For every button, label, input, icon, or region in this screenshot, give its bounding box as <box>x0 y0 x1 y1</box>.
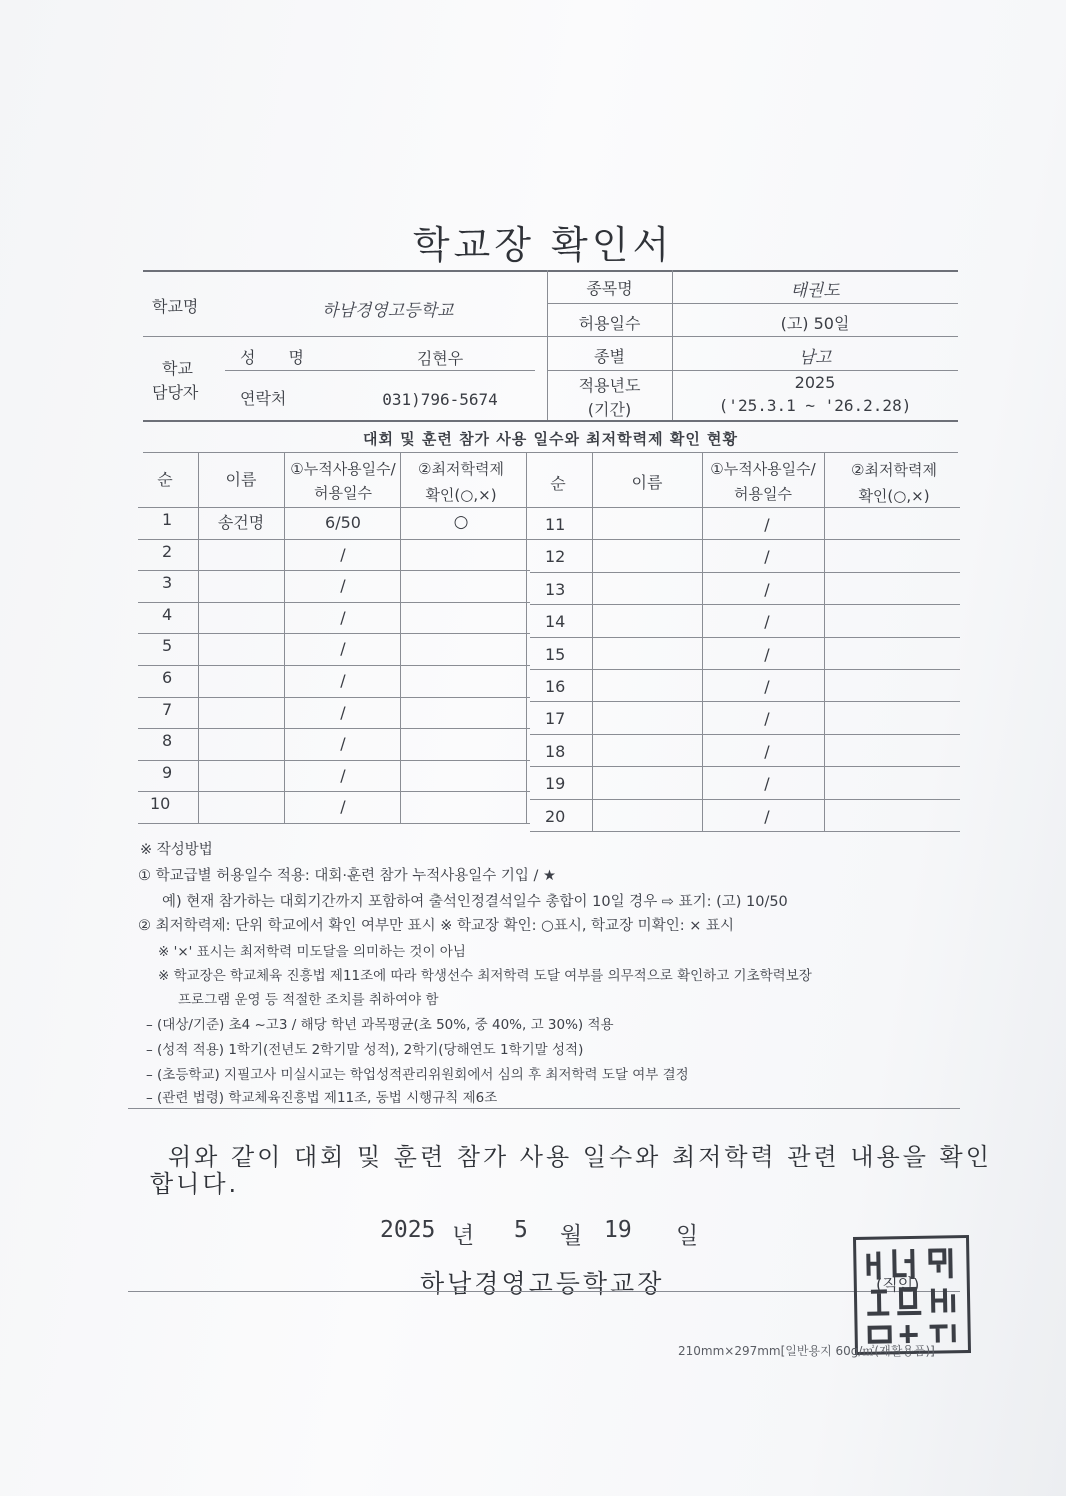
row-no: 1 <box>162 510 173 529</box>
rule <box>530 799 960 800</box>
year-label-2: (기간) <box>587 400 632 419</box>
manager-label-1: 학교 <box>162 359 193 378</box>
rule <box>138 539 530 540</box>
row-no: 7 <box>162 700 173 719</box>
row-no: 5 <box>162 636 173 655</box>
rule <box>143 452 958 453</box>
rule <box>530 831 960 832</box>
row-days: 6/50 <box>325 513 361 532</box>
allowed-value: (고) 50일 <box>780 314 850 333</box>
row-days: / <box>764 677 770 696</box>
note-2b: ※ 학교장은 학교체육 진흥법 제11조에 따라 학생선수 최저학력 도달 여부를 의무적으로 확인하고 기초학력보장 <box>158 968 812 984</box>
row-no: 4 <box>162 605 173 624</box>
row-no: 3 <box>162 573 173 592</box>
row-days: / <box>764 547 770 566</box>
school-value: 하남경영고등학교 <box>322 301 454 321</box>
row-days: / <box>340 608 346 627</box>
note-1: ① 학교급별 허용일수 적용: 대회·훈련 참가 누적사용일수 기입 / ★ <box>138 868 557 884</box>
note-2c: 프로그램 운영 등 적절한 조치를 취하여야 함 <box>178 992 439 1008</box>
row-no: 18 <box>545 742 566 761</box>
paper-spec: 210mm×297mm[일반용지 60g/㎡(재활용품)] <box>678 1344 935 1358</box>
row-days: / <box>340 639 346 658</box>
official-seal <box>853 1235 971 1355</box>
gender-value: 남고 <box>798 348 832 368</box>
rule <box>526 452 527 823</box>
date-day: 19 <box>604 1217 632 1243</box>
closing-line-2: 합니다. <box>150 1170 240 1198</box>
rule <box>128 1108 960 1109</box>
rule <box>592 452 593 831</box>
rule <box>530 766 960 767</box>
rule <box>530 572 960 573</box>
event-label: 종목명 <box>586 279 633 298</box>
col-header-check: ②최저학력제 <box>851 461 937 479</box>
date-month: 5 <box>514 1217 528 1243</box>
detail-2: – (성적 적용) 1학기(전년도 2학기말 성적), 2학기(당해연도 1학기말 성적) <box>146 1042 584 1058</box>
rule <box>138 507 530 508</box>
col-header-check-sub: 확인(○,×) <box>858 487 930 505</box>
note-2a: ※ '×' 표시는 최저학력 미도달을 의미하는 것이 아님 <box>158 944 466 960</box>
contact-value: 031)796-5674 <box>382 390 498 409</box>
detail-4: – (관련 법령) 학교체육진흥법 제11조, 동법 시행규칙 제6조 <box>146 1090 498 1106</box>
row-days: / <box>764 612 770 631</box>
rule <box>547 370 958 371</box>
rule <box>128 1291 960 1292</box>
allowed-label: 허용일수 <box>578 314 641 333</box>
row-no: 2 <box>162 542 173 561</box>
manager-label-2: 담당자 <box>152 383 199 402</box>
row-no: 11 <box>545 515 566 534</box>
detail-1: – (대상/기준) 초4 ~고3 / 해당 학년 과목평균(초 50%, 중 40%, 고 30%) 적용 <box>146 1017 614 1033</box>
row-days: / <box>340 734 346 753</box>
rule <box>530 604 960 605</box>
rule <box>138 602 530 603</box>
row-name: 송건명 <box>217 513 265 532</box>
rule <box>225 370 535 371</box>
rule <box>198 452 199 823</box>
row-check: ○ <box>453 512 469 532</box>
date-year-unit: 년 <box>452 1223 475 1249</box>
year-label-1: 적용년도 <box>578 376 641 395</box>
row-days: / <box>764 807 770 826</box>
rule <box>138 570 530 571</box>
gender-label: 종별 <box>594 347 625 366</box>
row-days: / <box>340 671 346 690</box>
row-no: 15 <box>545 645 566 664</box>
rule <box>143 336 958 337</box>
detail-3: – (초등학교) 지필고사 미실시교는 학업성적관리위원회에서 심의 후 최저학력 도달 여부 결정 <box>146 1067 689 1083</box>
row-days: / <box>764 580 770 599</box>
row-days: / <box>764 709 770 728</box>
row-days: / <box>340 703 346 722</box>
rule <box>530 734 960 735</box>
rule <box>138 791 530 792</box>
name-value: 김현우 <box>416 349 464 368</box>
col-header-check: ②최저학력제 <box>418 460 504 478</box>
period-value: ('25.3.1 ~ '26.2.28) <box>718 396 912 415</box>
row-no: 20 <box>545 807 566 826</box>
col-header-name: 이름 <box>631 473 663 492</box>
row-no: 8 <box>162 731 173 750</box>
col-header-no: 순 <box>550 474 566 493</box>
row-no: 12 <box>545 547 566 566</box>
row-no: 6 <box>162 668 173 687</box>
col-header-days-sub: 허용일수 <box>314 484 372 502</box>
col-header-check-sub: 확인(○,×) <box>425 486 497 504</box>
row-days: / <box>764 774 770 793</box>
contact-label: 연락처 <box>240 389 287 408</box>
note-2: ② 최저학력제: 단위 학교에서 확인 여부만 표시 ※ 학교장 확인: ○표시, 학교장 미확인: × 표시 <box>138 918 734 934</box>
rule <box>138 760 530 761</box>
col-header-no: 순 <box>157 470 173 489</box>
row-days: / <box>764 742 770 761</box>
seal-mark: (직인) <box>876 1275 920 1294</box>
row-days: / <box>764 515 770 534</box>
date-year: 2025 <box>380 1217 436 1243</box>
row-no: 19 <box>545 774 566 793</box>
rule <box>138 697 530 698</box>
row-no: 9 <box>162 763 173 782</box>
row-days: / <box>340 545 346 564</box>
year-value: 2025 <box>794 373 836 392</box>
rule <box>138 728 530 729</box>
rule <box>530 637 960 638</box>
col-header-name: 이름 <box>225 470 257 489</box>
row-no: 17 <box>545 709 566 728</box>
rule <box>530 507 960 508</box>
rule <box>138 665 530 666</box>
rule <box>138 633 530 634</box>
row-no: 14 <box>545 612 566 631</box>
rule <box>530 701 960 702</box>
rule <box>547 303 958 304</box>
page-title: 학교장 확인서 <box>412 223 674 267</box>
col-header-days: ①누적사용일수/ <box>710 460 816 478</box>
row-days: / <box>764 645 770 664</box>
date-day-unit: 일 <box>676 1223 699 1249</box>
seal-graphic <box>856 1238 968 1352</box>
table-top-rule <box>143 270 958 272</box>
school-label: 학교명 <box>152 297 199 316</box>
row-no: 13 <box>545 580 566 599</box>
row-no: 10 <box>150 794 171 813</box>
rule <box>530 669 960 670</box>
row-days: / <box>340 797 346 816</box>
closing-line-1: 위와 같이 대회 및 훈련 참가 사용 일수와 최저학력 관련 내용을 확인 <box>168 1143 992 1171</box>
name-label: 성 명 <box>240 348 318 367</box>
row-days: / <box>340 766 346 785</box>
rule <box>143 420 958 422</box>
col-header-days: ①누적사용일수/ <box>290 460 396 478</box>
event-value: 태권도 <box>790 281 840 301</box>
rule <box>530 539 960 540</box>
col-header-days-sub: 허용일수 <box>734 485 792 503</box>
section-title: 대회 및 훈련 참가 사용 일수와 최저학력제 확인 현황 <box>362 430 739 448</box>
principal-name: 하남경영고등학교장 <box>420 1269 665 1298</box>
row-days: / <box>340 576 346 595</box>
notes-heading: ※ 작성방법 <box>140 842 213 858</box>
row-no: 16 <box>545 677 566 696</box>
rule <box>138 823 530 824</box>
date-month-unit: 월 <box>560 1223 583 1249</box>
note-1-example: 예) 현재 참가하는 대회기간까지 포함하여 출석인정결석일수 총합이 10일 경우 ⇨ 표기: (고) 10/50 <box>162 894 788 910</box>
